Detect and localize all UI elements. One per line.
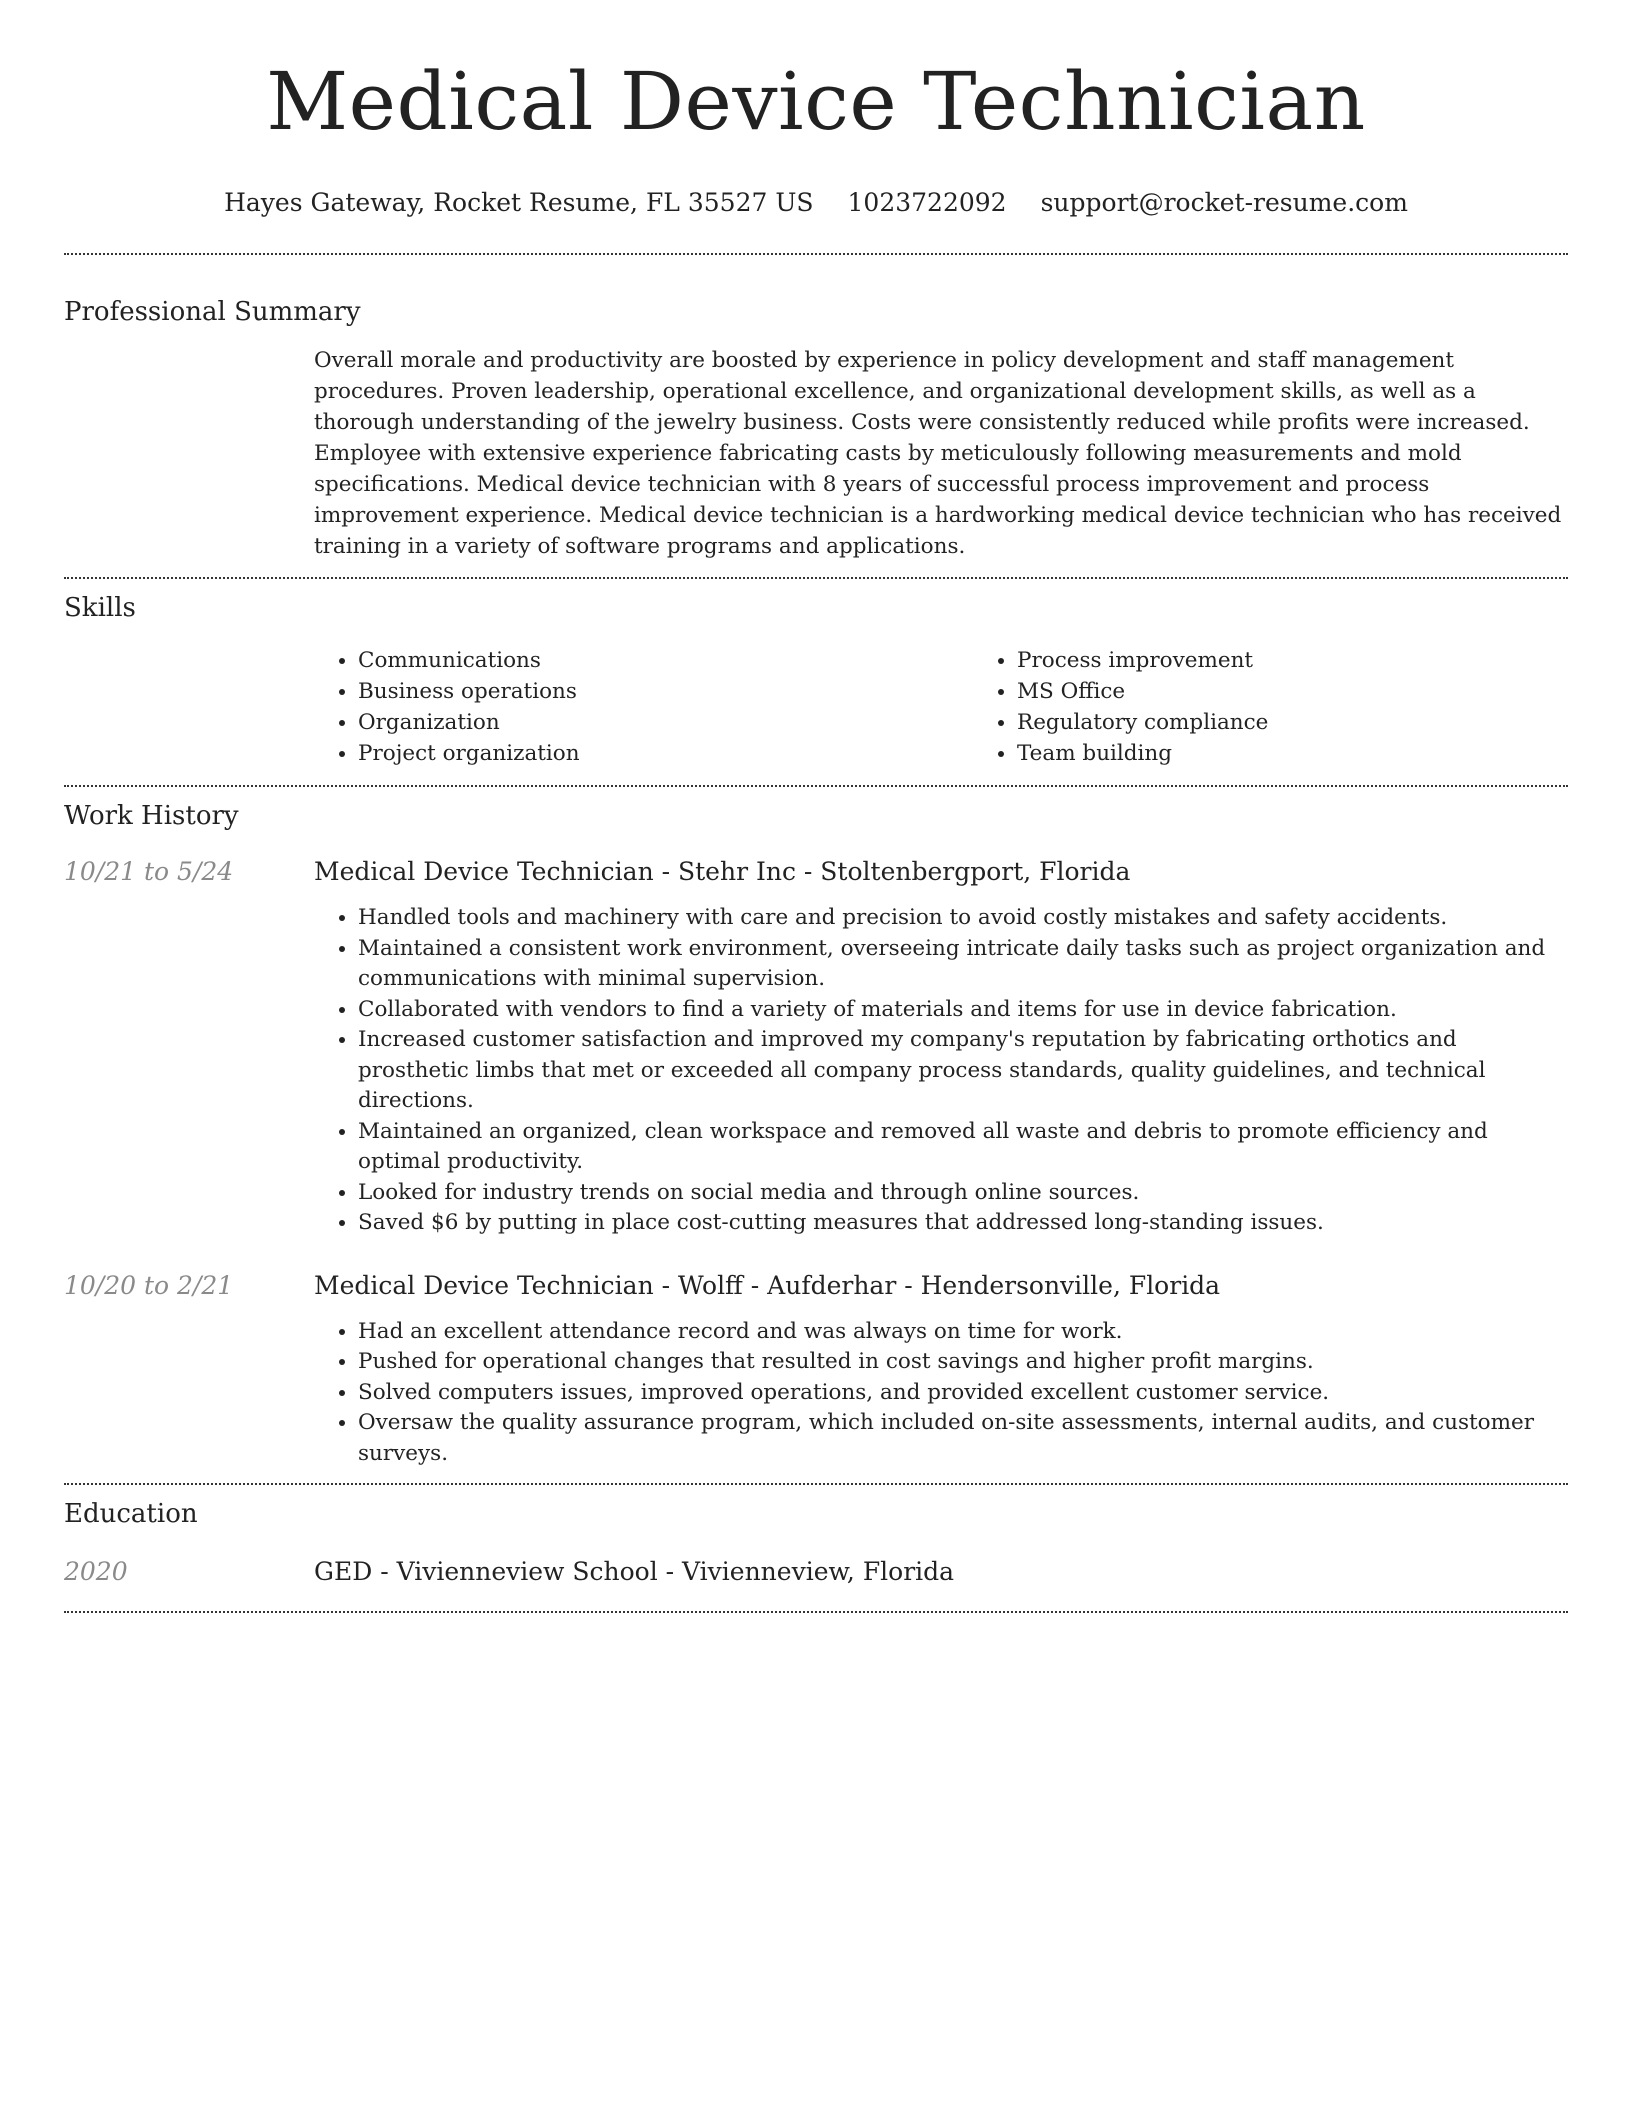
section-title-summary: Professional Summary (64, 297, 361, 327)
job-heading: Medical Device Technician - Stehr Inc - Stoltenbergport, Florida (314, 857, 1131, 886)
divider (64, 1611, 1568, 1613)
education-section (64, 1497, 1568, 1589)
skill-item: • Business operations (358, 676, 973, 707)
job-bullet: • Saved $6 by putting in place cost-cutting measures that addressed long-standing issues. (358, 1208, 1568, 1239)
divider (64, 785, 1568, 787)
work-section (64, 799, 1568, 1469)
skill-item: • Communications (358, 645, 973, 676)
job-bullet: • Solved computers issues, improved operations, and provided excellent customer service. (358, 1378, 1568, 1409)
divider (64, 1483, 1568, 1485)
skill-item: • Organization (358, 707, 973, 738)
section-title-skills: Skills (64, 593, 136, 623)
section-title-education: Education (64, 1499, 198, 1529)
job-dates: 10/20 to 2/21 (64, 1270, 234, 1300)
skill-item: • Project organization (358, 738, 973, 769)
skills-section (64, 591, 1568, 769)
job-bullet: • Looked for industry trends on social media and through online sources. (358, 1178, 1568, 1209)
summary-section (64, 295, 1568, 562)
job-dates: 10/21 to 5/24 (64, 857, 234, 886)
skills-list (314, 645, 1632, 769)
divider (64, 253, 1568, 255)
job-bullets (314, 903, 1568, 1239)
contact-phone: 1023722092 (847, 188, 1007, 217)
job-bullet: • Oversaw the quality assurance program, which included on-site assessments, internal audits, and customer surveys. (358, 1408, 1568, 1469)
contact-email: support@rocket-resume.com (1040, 188, 1408, 217)
skill-item: • MS Office (1017, 676, 1632, 707)
job-bullet: • Increased customer satisfaction and improved my company's reputation by fabricating orthotics and prosthetic limbs that met or exceeded all company process standards, quality guidelines, and technical directions. (358, 1025, 1568, 1117)
resume-page (64, 0, 1568, 1613)
job-bullet: • Had an excellent attendance record and was always on time for work. (358, 1317, 1568, 1348)
contact-line (64, 186, 1568, 220)
resume-name: Medical Device Technician (266, 55, 1366, 148)
contact-address: Hayes Gateway, Rocket Resume, FL 35527 US (224, 188, 814, 217)
job-bullet: • Collaborated with vendors to find a variety of materials and items for use in device fabrication. (358, 995, 1568, 1026)
divider (64, 577, 1568, 579)
skill-item: • Regulatory compliance (1017, 707, 1632, 738)
education-entry: GED - Vivienneview School - Vivienneview, Florida (314, 1557, 955, 1586)
job-entry (64, 1269, 1568, 1470)
skills-column-2 (973, 645, 1632, 769)
section-title-work: Work History (64, 801, 239, 831)
job-bullet: • Pushed for operational changes that resulted in cost savings and higher profit margins. (358, 1347, 1568, 1378)
skill-item: • Team building (1017, 738, 1632, 769)
job-bullet: • Maintained a consistent work environment, overseeing intricate daily tasks such as project organization and communications with minimal supervision. (358, 934, 1568, 995)
job-bullet: • Maintained an organized, clean workspace and removed all waste and debris to promote efficiency and optimal productivity. (358, 1117, 1568, 1178)
job-heading: Medical Device Technician - Wolff - Aufderhar - Hendersonville, Florida (314, 1270, 1221, 1300)
skills-column-1 (314, 645, 973, 769)
education-year: 2020 (64, 1557, 128, 1586)
summary-text: Overall morale and productivity are boosted by experience in policy development and staff management procedures. Proven leadership, operational excellence, and organizational development skills, as well as a thorough understanding of the jewelry business. Costs were consistently reduced while profits were increased. Employee with extensive experience fabricating casts by meticulously following measurements and mold specifications. Medical device technician with 8 years of successful process improvement and process improvement experience. Medical device technician is a hardworking medical device technician who has received training in a variety of software programs and applications. (314, 348, 1562, 559)
job-entry (64, 855, 1568, 1239)
job-bullet: • Handled tools and machinery with care and precision to avoid costly mistakes and safety accidents. (358, 903, 1568, 934)
job-bullets (314, 1317, 1568, 1470)
skill-item: • Process improvement (1017, 645, 1632, 676)
